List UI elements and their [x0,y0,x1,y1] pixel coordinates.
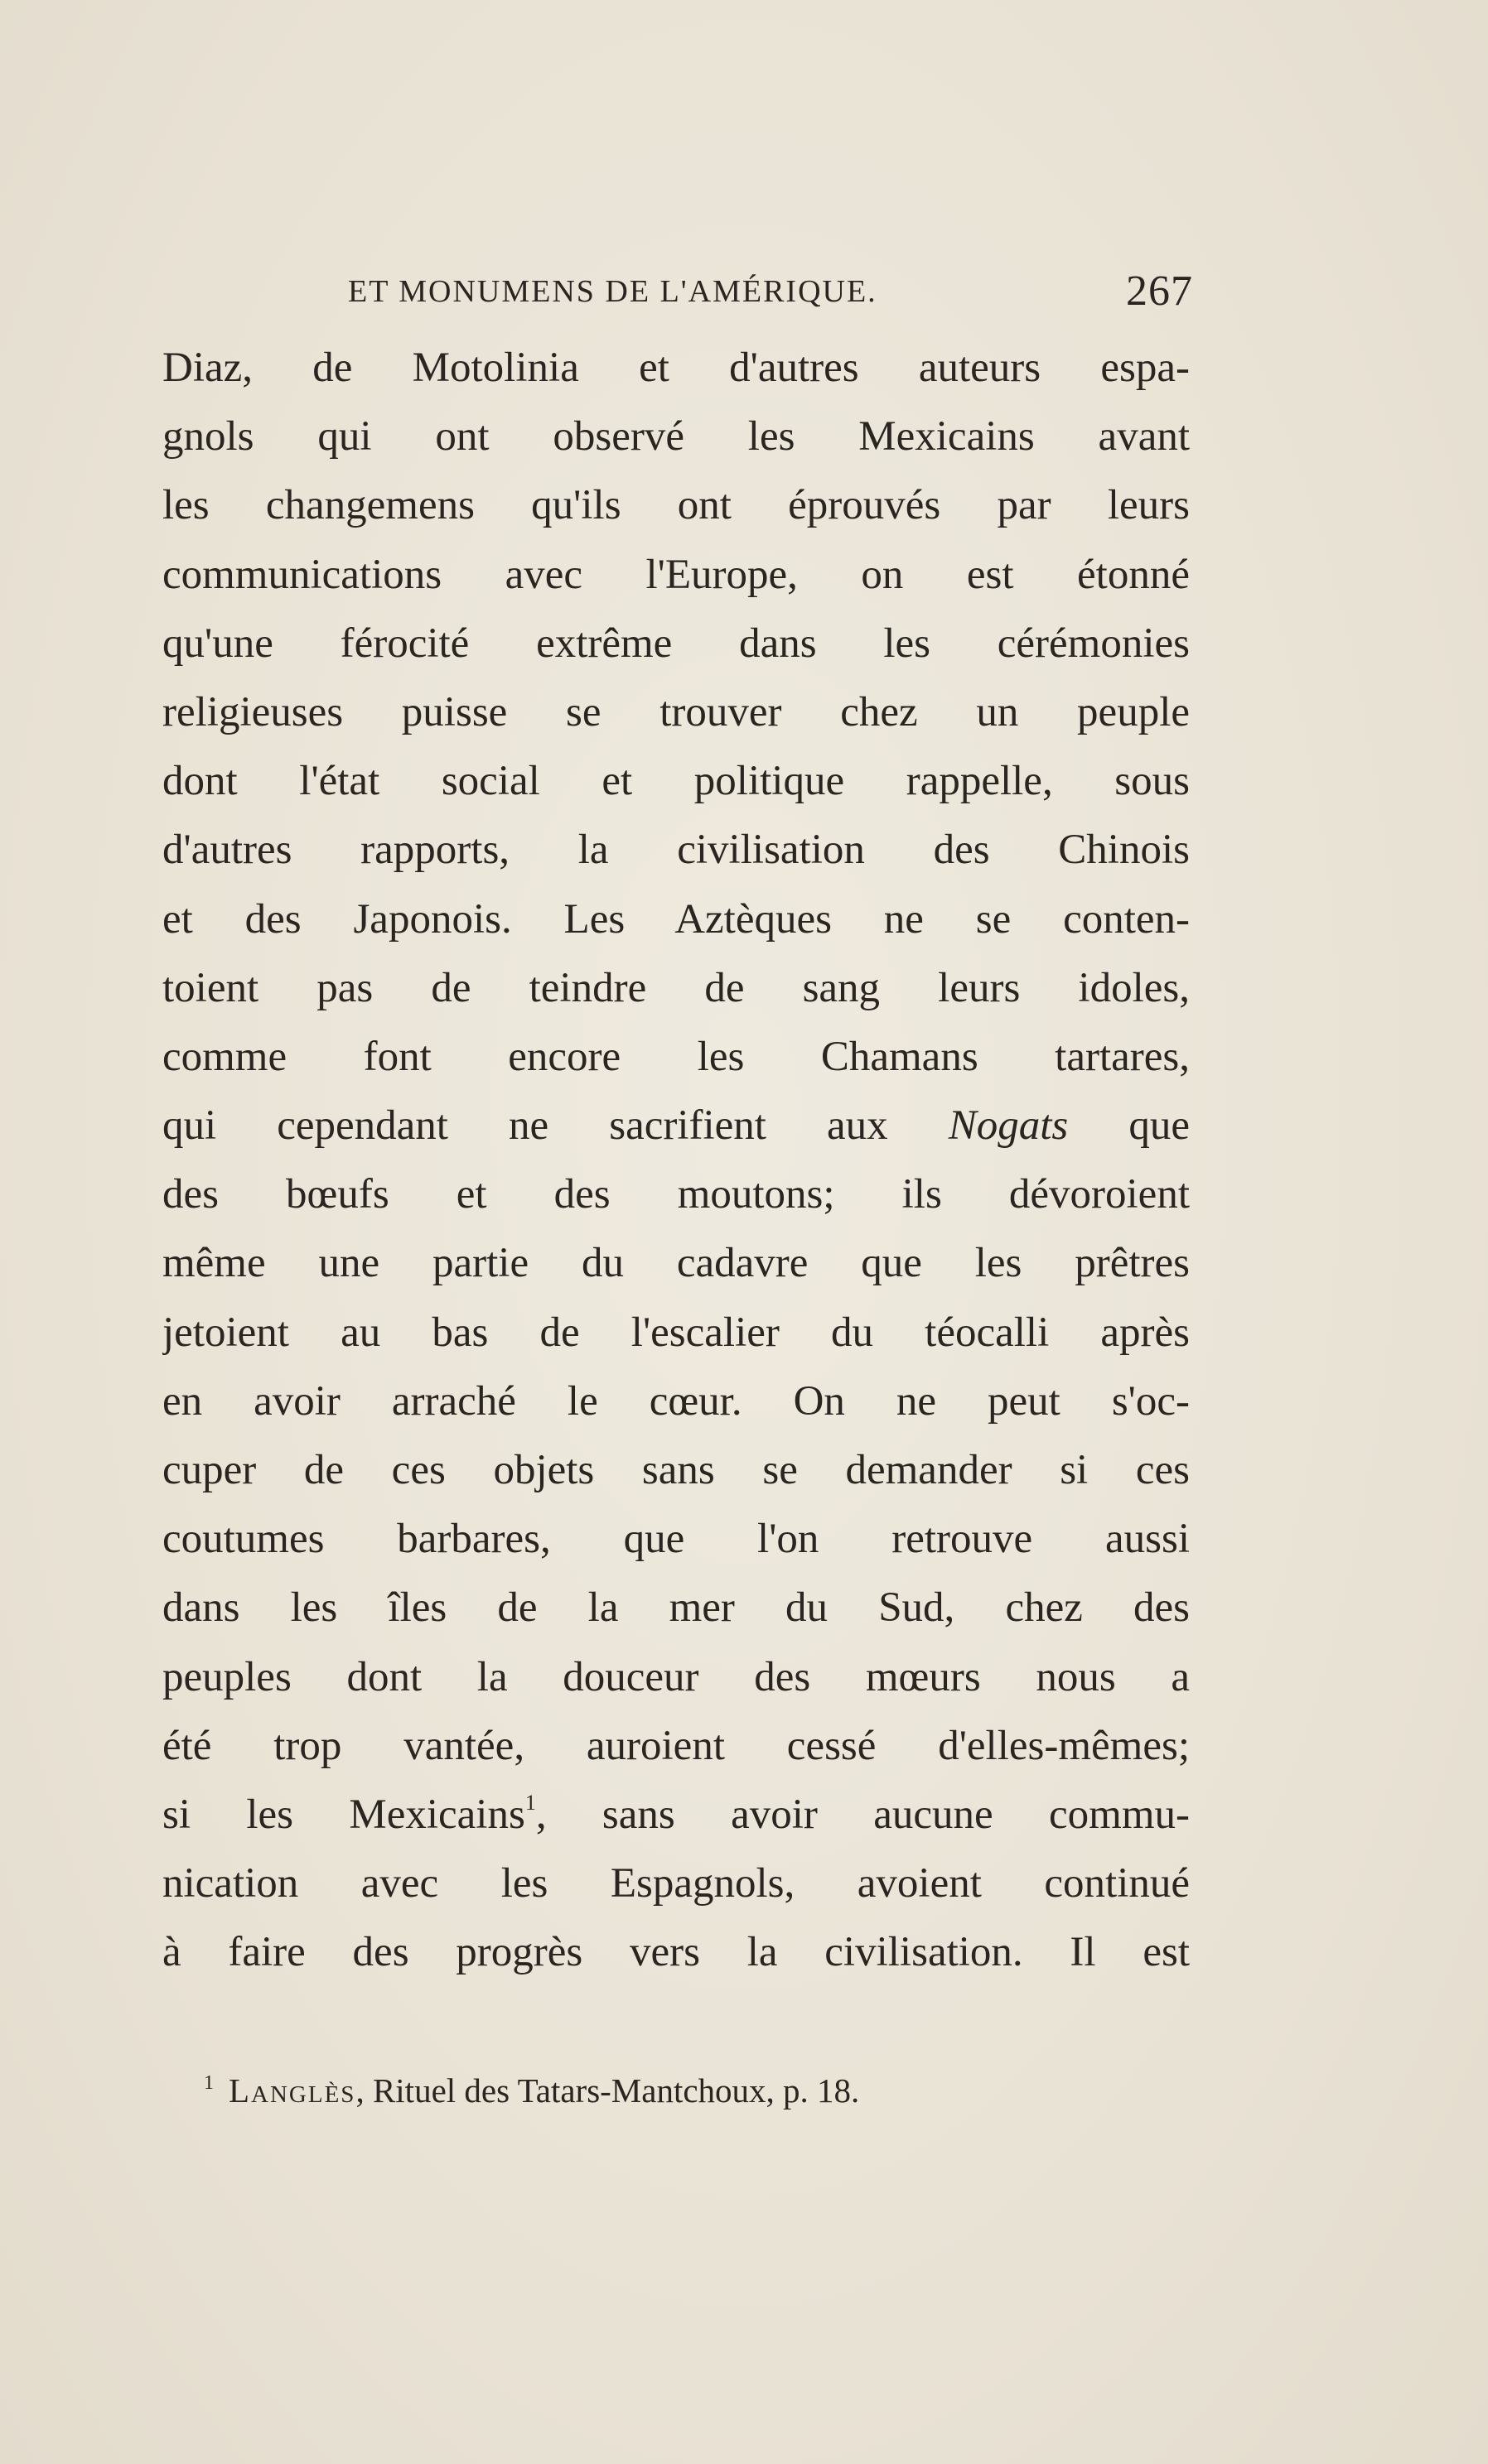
text-line: des bœufs et des moutons; ils dévoroient [162,1171,1190,1218]
text-line: d'autres rapports, la civilisation des Chinois [162,827,1190,874]
italic-term: Nogats [948,1102,1069,1150]
text-line: même une partie du cadavre que les prêtres [162,1240,1190,1287]
text-line: et des Japonois. Les Aztèques ne se conten- [162,895,1190,943]
text-line: à faire des progrès vers la civilisation. Il est [162,1929,1190,1976]
text-fragment: si les Mexicains [162,1791,525,1838]
text-fragment: que [1068,1102,1190,1150]
text-line: qu'une férocité extrême dans les cérémonies [162,620,1190,667]
body-text [162,334,1190,1988]
page-number: 267 [1126,268,1193,315]
text-line: été trop vantée, auroient cessé d'elles-mêmes; [162,1722,1190,1769]
footnote [204,2071,1165,2110]
text-line: jetoient au bas de l'escalier du téocalli après [162,1309,1190,1356]
text-line: dans les îles de la mer du Sud, chez des [162,1584,1190,1632]
text-fragment: , sans avoir aucune commu- [535,1791,1190,1838]
text-line [162,1092,1190,1160]
text-line: religieuses puisse se trouver chez un peuple [162,688,1190,735]
text-line [162,1781,1190,1849]
text-line: les changemens qu'ils ont éprouvés par leurs [162,482,1190,529]
footnote-reference: 1 [524,1790,536,1815]
text-line: dont l'état social et politique rappelle, sous [162,758,1190,805]
footnote-author: Langlès [229,2071,356,2110]
running-head [348,267,1193,316]
text-line: toient pas de teindre de sang leurs idoles, [162,964,1190,1011]
footnote-text: , Rituel des Tatars-Mantchoux, p. 18. [355,2071,860,2110]
running-head-title: ET MONUMENS DE L'AMÉRIQUE. [348,274,877,309]
text-line: en avoir arraché le cœur. On ne peut s'oc- [162,1377,1190,1425]
text-line: gnols qui ont observé les Mexicains avant [162,413,1190,460]
text-line: cuper de ces objets sans se demander si ces [162,1447,1190,1493]
text-line: comme font encore les Chamans tartares, [162,1033,1190,1080]
text-line: peuples dont la douceur des mœurs nous a [162,1653,1190,1700]
text-line: nication avec les Espagnols, avoient continué [162,1860,1190,1907]
text-line: Diaz, de Motolinia et d'autres auteurs espa- [162,345,1190,391]
text-line: communications avec l'Europe, on est étonné [162,551,1190,598]
footnote-marker: 1 [204,2072,214,2094]
text-fragment: qui cependant ne sacrifient aux [162,1102,949,1150]
text-line: coutumes barbares, que l'on retrouve aussi [162,1516,1190,1563]
